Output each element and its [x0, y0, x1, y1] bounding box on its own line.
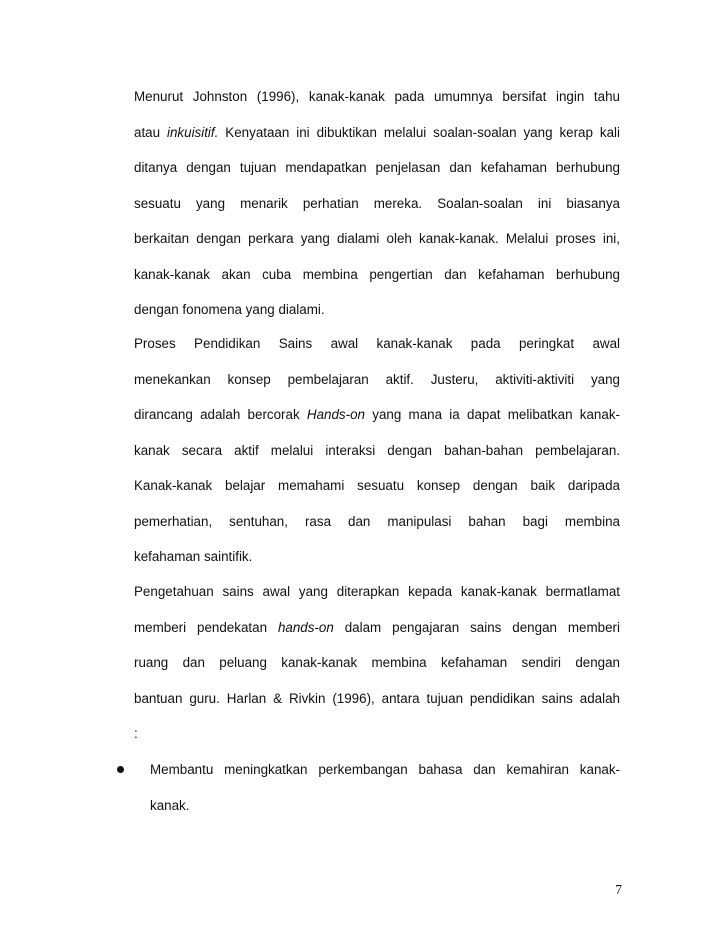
- text-line: [134, 407, 620, 443]
- text-run: pemerhatian, sentuhan, rasa dan manipulasi bahan bagi membina: [134, 513, 620, 529]
- text-run: dengan fonomena yang dialami.: [134, 302, 325, 317]
- text-run: :: [134, 726, 138, 741]
- italic-term: hands-on: [277, 619, 334, 635]
- bullet-item: [114, 762, 620, 833]
- text-run: ruang dan peluang kanak-kanak membina kefahaman sendiri dengan: [134, 655, 620, 670]
- text-run: kanak-kanak akan cuba membina pengertian dan kefahaman berhubung: [134, 266, 620, 282]
- page-number: 7: [615, 882, 622, 897]
- text-line: [134, 231, 620, 267]
- paragraph: [134, 336, 620, 585]
- text-run: menekankan konsep pembelajaran aktif. Justeru, aktiviti-aktiviti yang: [134, 371, 620, 387]
- text-run: kanak.: [150, 797, 190, 813]
- text-line: [134, 620, 620, 656]
- text-line: [150, 798, 620, 834]
- text-line: [134, 691, 620, 727]
- text-line: [134, 372, 620, 408]
- text-run: kanak secara aktif melalui interaksi dengan bahan-bahan pembelajaran.: [134, 442, 620, 458]
- text-line: [134, 514, 620, 550]
- text-run: dirancang adalah bercorak: [134, 407, 307, 422]
- text-line: [134, 302, 620, 338]
- text-line: [134, 89, 620, 125]
- text-run: Kanak-kanak belajar memahami sesuatu konsep dengan baik daripada: [134, 478, 620, 493]
- text-line: [134, 443, 620, 479]
- text-run: atau: [134, 124, 167, 140]
- paragraph: [134, 89, 620, 338]
- text-line: [134, 160, 620, 196]
- text-line: [150, 762, 620, 798]
- paragraph: [134, 584, 620, 762]
- text-run: bantuan guru. Harlan & Rivkin (1996), antara tujuan pendidikan sains adalah: [134, 690, 620, 706]
- text-run: Menurut Johnston (1996), kanak-kanak pada umumnya bersifat ingin tahu: [134, 89, 620, 104]
- text-run: Pengetahuan sains awal yang diterapkan kepada kanak-kanak bermatlamat: [134, 584, 620, 599]
- text-run: memberi pendekatan: [134, 619, 278, 635]
- text-line: [134, 584, 620, 620]
- text-run: Membantu meningkatkan perkembangan bahasa dan kemahiran kanak-: [150, 762, 620, 777]
- bullet-list: [114, 762, 620, 833]
- text-line: [134, 196, 620, 232]
- text-line: [134, 267, 620, 303]
- text-line: [134, 726, 620, 762]
- bullet-dot-icon: [117, 766, 124, 773]
- text-line: [134, 549, 620, 585]
- text-run: dalam pengajaran sains dengan memberi: [333, 619, 620, 635]
- text-run: Kenyataan ini dibuktikan melalui soalan-soalan yang kerap kali: [218, 124, 620, 140]
- text-run: berkaitan dengan perkara yang dialami oleh kanak-kanak. Melalui proses ini,: [134, 231, 620, 246]
- text-run: sesuatu yang menarik perhatian mereka. Soalan-soalan ini biasanya: [134, 195, 620, 211]
- text-run: kefahaman saintifik.: [134, 549, 253, 564]
- text-run: Proses Pendidikan Sains awal kanak-kanak pada peringkat awal: [134, 336, 620, 351]
- text-line: [134, 125, 620, 161]
- text-line: [134, 478, 620, 514]
- text-run: ditanya dengan tujuan mendapatkan penjelasan dan kefahaman berhubung: [134, 160, 620, 175]
- text-line: [134, 655, 620, 691]
- bullet-text: [150, 762, 620, 833]
- text-run: yang mana ia dapat melibatkan kanak-: [364, 407, 620, 422]
- italic-term: inkuisitif.: [167, 124, 219, 140]
- text-line: [134, 336, 620, 372]
- italic-term: Hands-on: [306, 407, 365, 422]
